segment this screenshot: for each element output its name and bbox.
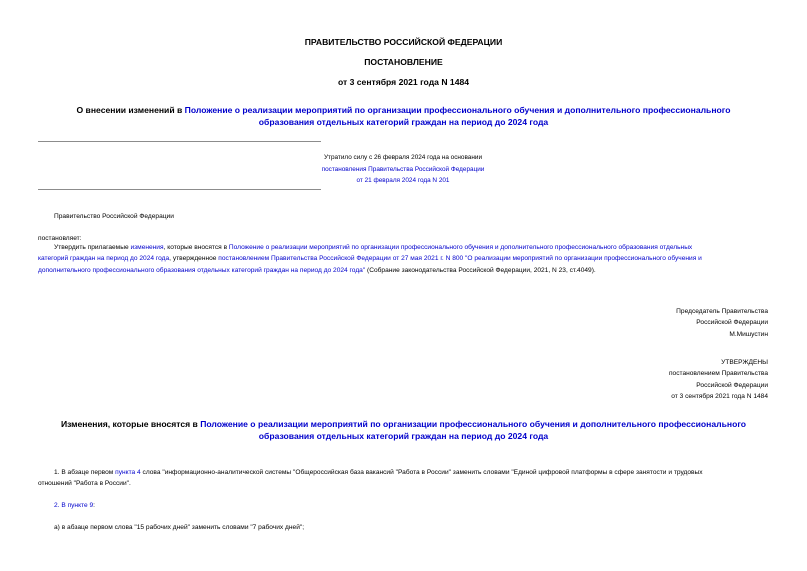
item-2-link[interactable]: пункте 9	[67, 502, 94, 509]
changes-title-link[interactable]: Положение о реализации мероприятий по организации профессионального обучения и дополнительного профессионального	[200, 419, 747, 429]
preamble-government: Правительство Российской Федерации	[54, 213, 174, 220]
approved-heading: УТВЕРЖДЕНЫ	[721, 359, 768, 366]
item-1-text-b: слова "информационно-аналитической системы "Общероссийская база вакансий "Работа в России" заменить словами "Единой цифровой платформы в сфере занятости и трудовых	[140, 469, 703, 476]
approved-block	[468, 357, 768, 403]
title-prefix: О внесении изменений в	[76, 105, 185, 115]
divider-top	[38, 141, 321, 142]
changes-title-link-cont[interactable]: образования отдельных категорий граждан на период до 2024 года	[258, 431, 549, 441]
changes-link[interactable]: изменения	[130, 244, 164, 251]
resolution-800-link-cont[interactable]: дополнительного профессионального образования отдельных категорий граждан на период до 2024 года"	[38, 266, 366, 274]
approved-line3: Российской Федерации	[696, 381, 768, 389]
document-title	[30, 104, 777, 128]
item-1-link[interactable]: пункта 4	[115, 469, 141, 476]
expired-note-link-1[interactable]: постановления Правительства Российской Федерации	[321, 165, 485, 173]
title-link-regulation-cont[interactable]: образования отдельных категорий граждан на период до 2024 года	[258, 117, 549, 127]
regulation-link[interactable]: Положение о реализации мероприятий по организации профессионального обучения и дополнительного профессионального образования отдельных	[228, 244, 693, 251]
approve-paragraph	[38, 242, 769, 276]
expired-note-line1: Утратило силу с 26 февраля 2024 года на основании	[323, 154, 483, 161]
item-2-text-b: :	[93, 502, 95, 509]
signature-block	[468, 306, 768, 340]
expired-note	[253, 152, 553, 187]
changes-title	[30, 418, 777, 442]
approve-text-3: , утвержденное	[169, 255, 219, 263]
item-2a: а) в абзаце первом слова "15 рабочих дней" заменить словами "7 рабочих дней";	[54, 524, 305, 531]
item-1	[38, 467, 769, 490]
approve-text-4: (Собрание законодательства Российской Федерации, 2021, N 23, ст.4049).	[365, 266, 596, 274]
approved-line2: постановлением Правительства	[668, 370, 768, 378]
preamble-decree: постановляет:	[38, 235, 82, 242]
signature-position: Председатель Правительства	[676, 308, 768, 315]
resolution-800-link[interactable]: постановлением Правительства Российской Федерации от 27 мая 2021 г. N 800 "О реализации мероприятий по организации профессионального обучения и	[218, 255, 702, 263]
approved-line4: от 3 сентября 2021 года N 1484	[671, 393, 768, 401]
signature-org: Российской Федерации	[696, 319, 768, 327]
item-1-line2: отношений "Работа в России".	[38, 480, 131, 488]
item-1-text-a: 1. В абзаце первом	[54, 469, 116, 476]
government-heading: ПРАВИТЕЛЬСТВО РОССИЙСКОЙ ФЕДЕРАЦИИ	[304, 37, 503, 47]
divider-bottom	[38, 189, 321, 190]
item-2	[54, 500, 95, 511]
changes-title-prefix: Изменения, которые вносятся в	[60, 419, 201, 429]
item-2-text-a[interactable]: 2. В	[54, 502, 68, 509]
regulation-link-cont[interactable]: категорий граждан на период до 2024 года	[38, 255, 170, 263]
signature-name: М.Мишустин	[729, 330, 768, 338]
approve-text-1: Утвердить прилагаемые	[54, 244, 131, 251]
document-date: от 3 сентября 2021 года N 1484	[337, 77, 470, 87]
approve-text-2: , которые вносятся в	[163, 244, 229, 251]
document-type: ПОСТАНОВЛЕНИЕ	[364, 57, 443, 67]
title-link-regulation[interactable]: Положение о реализации мероприятий по организации профессионального обучения и дополнительного профессионального	[184, 105, 731, 115]
expired-note-link-2[interactable]: от 21 февраля 2024 года N 201	[356, 177, 450, 184]
